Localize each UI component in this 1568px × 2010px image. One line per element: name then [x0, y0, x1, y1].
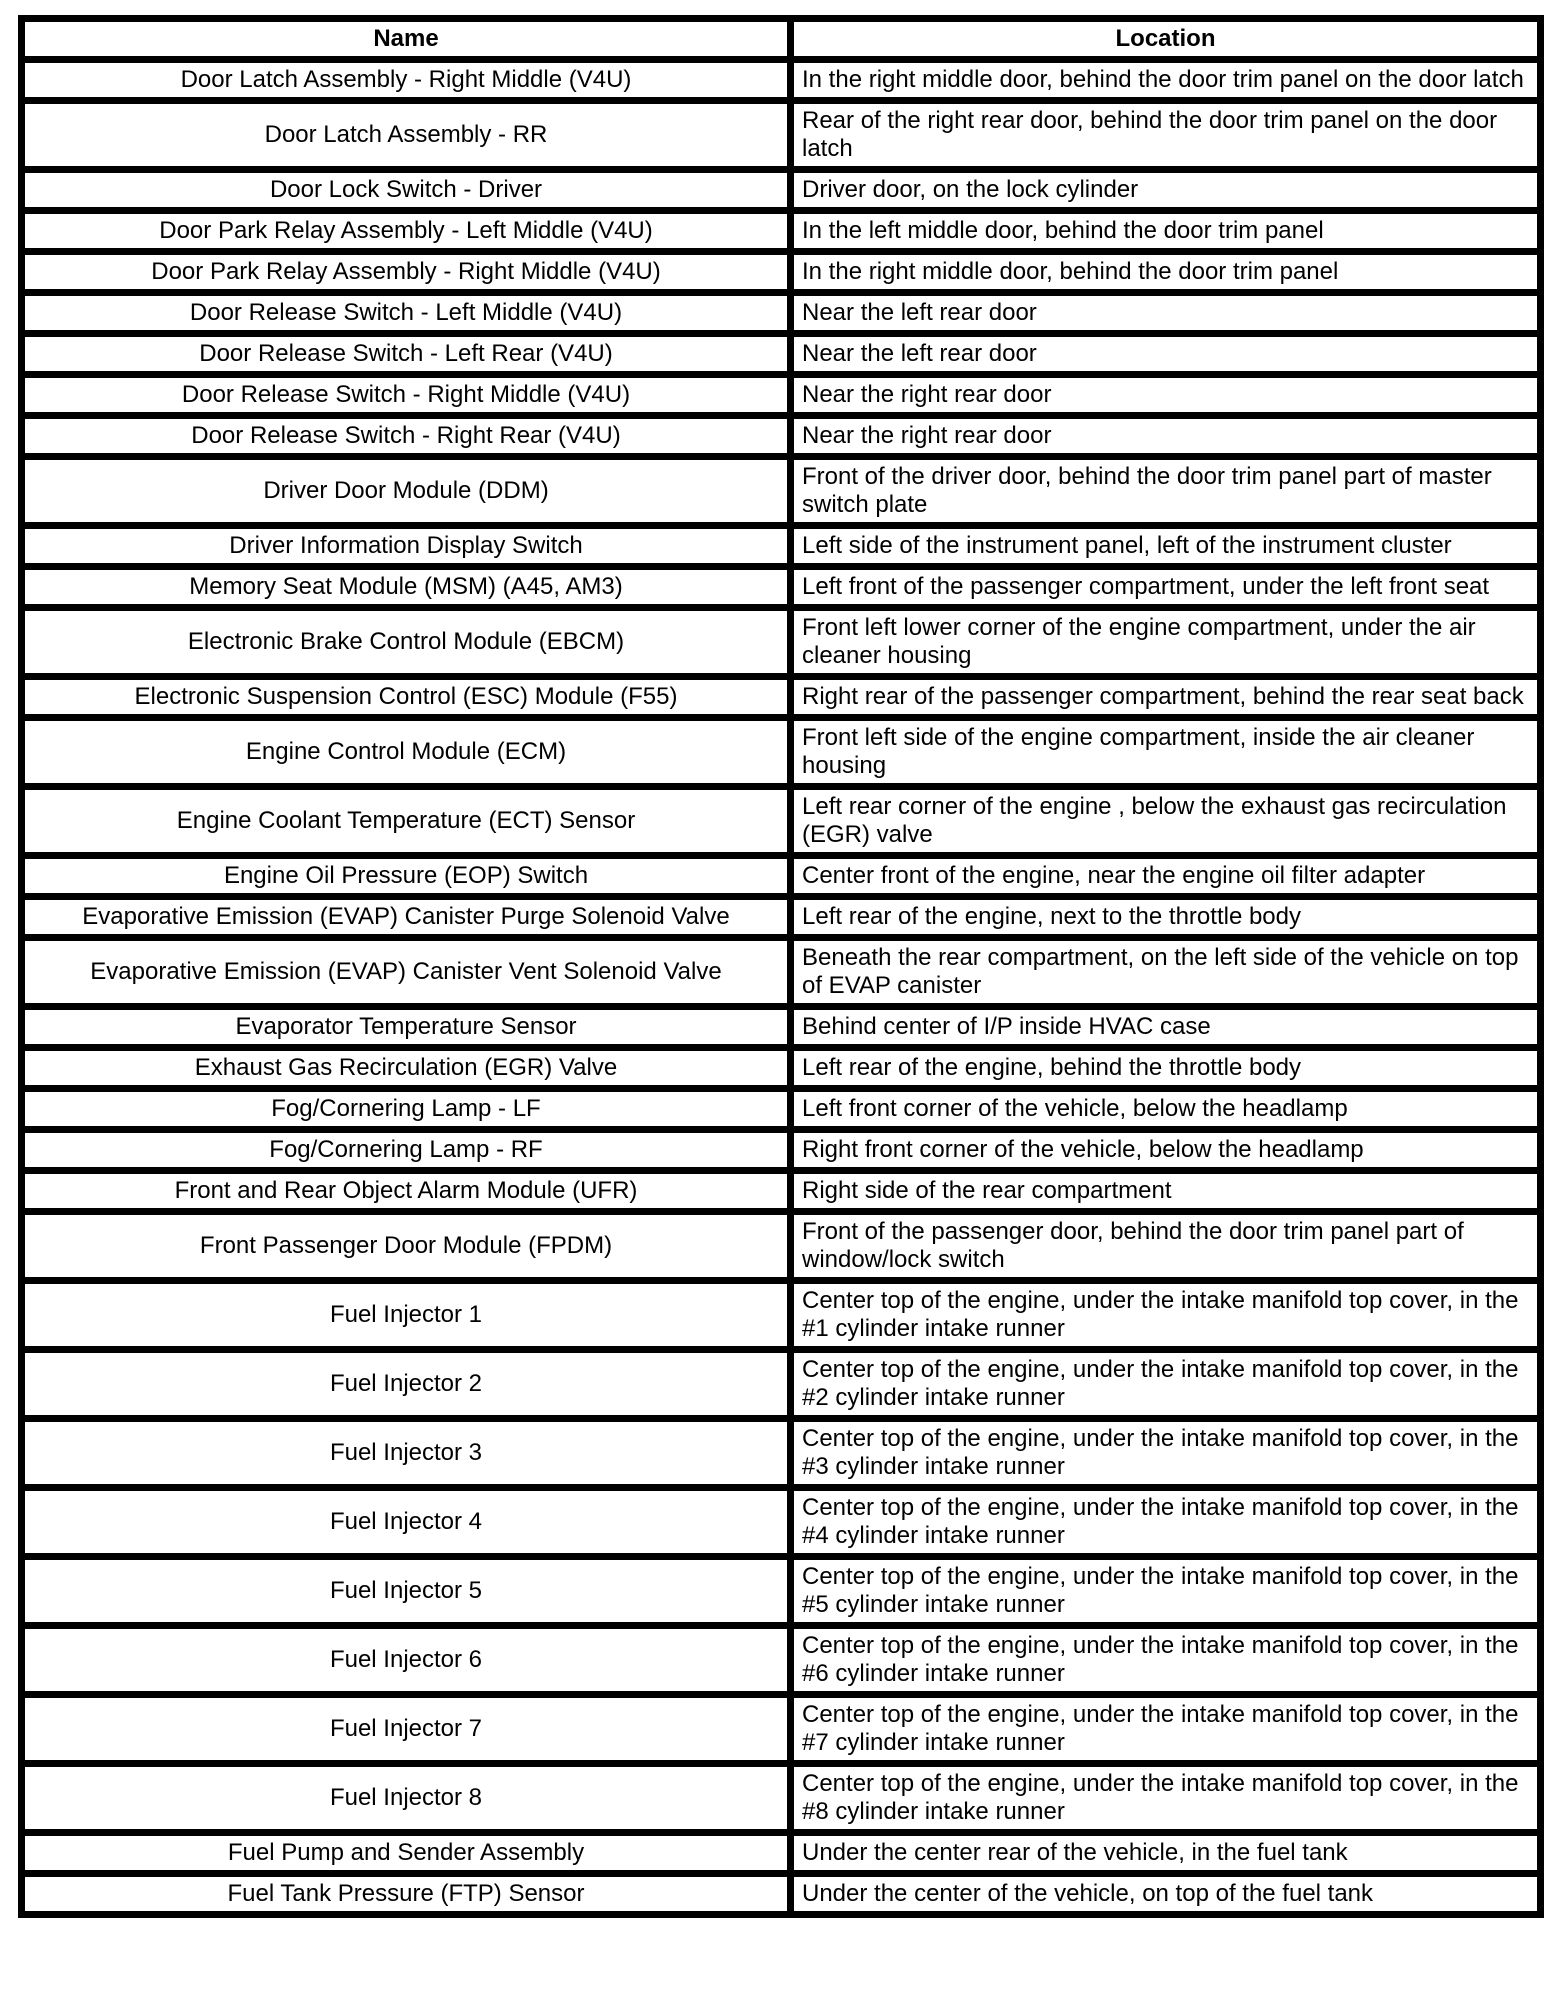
component-location-cell: Center top of the engine, under the intake manifold top cover, in the #8 cylinder intake runner — [791, 1764, 1541, 1833]
table-row — [22, 457, 1541, 526]
table-row — [22, 1419, 1541, 1488]
component-location-cell: Right rear of the passenger compartment, behind the rear seat back — [791, 677, 1541, 718]
component-name-cell: Exhaust Gas Recirculation (EGR) Valve — [22, 1048, 791, 1089]
component-name-cell: Door Park Relay Assembly - Right Middle (V4U) — [22, 252, 791, 293]
component-name-cell: Fuel Injector 7 — [22, 1695, 791, 1764]
component-name-cell: Door Latch Assembly - RR — [22, 101, 791, 170]
component-location-cell: Right front corner of the vehicle, below the headlamp — [791, 1130, 1541, 1171]
component-name-cell: Door Release Switch - Right Middle (V4U) — [22, 375, 791, 416]
component-location-cell: Center top of the engine, under the intake manifold top cover, in the #4 cylinder intake runner — [791, 1488, 1541, 1557]
component-name-cell: Door Park Relay Assembly - Left Middle (V4U) — [22, 211, 791, 252]
table-row — [22, 1089, 1541, 1130]
component-location-cell: Center top of the engine, under the intake manifold top cover, in the #6 cylinder intake runner — [791, 1626, 1541, 1695]
component-location-cell: Center front of the engine, near the engine oil filter adapter — [791, 856, 1541, 897]
component-name-cell: Door Latch Assembly - Right Middle (V4U) — [22, 60, 791, 101]
component-name-cell: Fuel Injector 5 — [22, 1557, 791, 1626]
component-name-cell: Evaporative Emission (EVAP) Canister Vent Solenoid Valve — [22, 938, 791, 1007]
table-row — [22, 375, 1541, 416]
component-name-cell: Engine Control Module (ECM) — [22, 718, 791, 787]
table-body — [22, 60, 1541, 1915]
table-row — [22, 1281, 1541, 1350]
table-row — [22, 1557, 1541, 1626]
component-name-cell: Engine Oil Pressure (EOP) Switch — [22, 856, 791, 897]
component-location-cell: Front of the passenger door, behind the door trim panel part of window/lock switch — [791, 1212, 1541, 1281]
component-name-cell: Fuel Injector 8 — [22, 1764, 791, 1833]
table-row — [22, 252, 1541, 293]
component-location-cell: Behind center of I/P inside HVAC case — [791, 1007, 1541, 1048]
component-location-cell: Front of the driver door, behind the door trim panel part of master switch plate — [791, 457, 1541, 526]
component-location-cell: Beneath the rear compartment, on the left side of the vehicle on top of EVAP canister — [791, 938, 1541, 1007]
table-row — [22, 856, 1541, 897]
component-location-cell: Driver door, on the lock cylinder — [791, 170, 1541, 211]
component-name-cell: Front and Rear Object Alarm Module (UFR) — [22, 1171, 791, 1212]
component-location-cell: Left rear corner of the engine , below the exhaust gas recirculation (EGR) valve — [791, 787, 1541, 856]
header-row — [22, 19, 1541, 60]
component-name-cell: Engine Coolant Temperature (ECT) Sensor — [22, 787, 791, 856]
table-row — [22, 526, 1541, 567]
component-location-cell: In the right middle door, behind the door trim panel — [791, 252, 1541, 293]
component-location-cell: Front left side of the engine compartment, inside the air cleaner housing — [791, 718, 1541, 787]
table-row — [22, 1764, 1541, 1833]
component-location-cell: Near the right rear door — [791, 375, 1541, 416]
table-row — [22, 170, 1541, 211]
component-location-cell: Left side of the instrument panel, left of the instrument cluster — [791, 526, 1541, 567]
component-location-cell: Center top of the engine, under the intake manifold top cover, in the #7 cylinder intake runner — [791, 1695, 1541, 1764]
column-header-location: Location — [791, 19, 1541, 60]
component-location-cell: Rear of the right rear door, behind the door trim panel on the door latch — [791, 101, 1541, 170]
component-name-cell: Fuel Injector 1 — [22, 1281, 791, 1350]
component-location-table-container — [18, 15, 1544, 1918]
table-row — [22, 293, 1541, 334]
table-row — [22, 1130, 1541, 1171]
component-name-cell: Fuel Injector 3 — [22, 1419, 791, 1488]
component-name-cell: Fog/Cornering Lamp - RF — [22, 1130, 791, 1171]
component-location-cell: In the right middle door, behind the door trim panel on the door latch — [791, 60, 1541, 101]
table-row — [22, 897, 1541, 938]
component-name-cell: Evaporator Temperature Sensor — [22, 1007, 791, 1048]
component-location-cell: Center top of the engine, under the intake manifold top cover, in the #5 cylinder intake runner — [791, 1557, 1541, 1626]
component-name-cell: Fuel Injector 2 — [22, 1350, 791, 1419]
table-row — [22, 1007, 1541, 1048]
table-row — [22, 1874, 1541, 1915]
table-row — [22, 1171, 1541, 1212]
component-name-cell: Fuel Tank Pressure (FTP) Sensor — [22, 1874, 791, 1915]
table-row — [22, 938, 1541, 1007]
component-location-cell: Near the right rear door — [791, 416, 1541, 457]
table-row — [22, 567, 1541, 608]
table-row — [22, 1212, 1541, 1281]
component-name-cell: Fuel Injector 6 — [22, 1626, 791, 1695]
component-name-cell: Electronic Suspension Control (ESC) Module (F55) — [22, 677, 791, 718]
component-name-cell: Driver Door Module (DDM) — [22, 457, 791, 526]
component-location-cell: Under the center rear of the vehicle, in the fuel tank — [791, 1833, 1541, 1874]
component-location-table — [18, 15, 1544, 1918]
table-row — [22, 787, 1541, 856]
component-name-cell: Door Lock Switch - Driver — [22, 170, 791, 211]
component-location-cell: Left front corner of the vehicle, below the headlamp — [791, 1089, 1541, 1130]
component-location-cell: Center top of the engine, under the intake manifold top cover, in the #3 cylinder intake runner — [791, 1419, 1541, 1488]
component-location-cell: In the left middle door, behind the door trim panel — [791, 211, 1541, 252]
component-name-cell: Evaporative Emission (EVAP) Canister Purge Solenoid Valve — [22, 897, 791, 938]
table-row — [22, 1048, 1541, 1089]
table-row — [22, 1626, 1541, 1695]
component-location-cell: Right side of the rear compartment — [791, 1171, 1541, 1212]
table-row — [22, 211, 1541, 252]
component-name-cell: Fog/Cornering Lamp - LF — [22, 1089, 791, 1130]
component-name-cell: Door Release Switch - Left Rear (V4U) — [22, 334, 791, 375]
component-location-cell: Left rear of the engine, behind the throttle body — [791, 1048, 1541, 1089]
component-location-cell: Center top of the engine, under the intake manifold top cover, in the #1 cylinder intake runner — [791, 1281, 1541, 1350]
component-name-cell: Fuel Injector 4 — [22, 1488, 791, 1557]
component-name-cell: Door Release Switch - Left Middle (V4U) — [22, 293, 791, 334]
table-row — [22, 416, 1541, 457]
table-row — [22, 1350, 1541, 1419]
table-row — [22, 1833, 1541, 1874]
component-name-cell: Front Passenger Door Module (FPDM) — [22, 1212, 791, 1281]
table-row — [22, 718, 1541, 787]
component-location-cell: Left front of the passenger compartment, under the left front seat — [791, 567, 1541, 608]
table-row — [22, 334, 1541, 375]
component-location-cell: Near the left rear door — [791, 334, 1541, 375]
component-location-cell: Front left lower corner of the engine compartment, under the air cleaner housing — [791, 608, 1541, 677]
component-location-cell: Center top of the engine, under the intake manifold top cover, in the #2 cylinder intake runner — [791, 1350, 1541, 1419]
component-name-cell: Fuel Pump and Sender Assembly — [22, 1833, 791, 1874]
table-row — [22, 60, 1541, 101]
table-header — [22, 19, 1541, 60]
column-header-name: Name — [22, 19, 791, 60]
component-location-cell: Under the center of the vehicle, on top of the fuel tank — [791, 1874, 1541, 1915]
component-name-cell: Door Release Switch - Right Rear (V4U) — [22, 416, 791, 457]
table-row — [22, 677, 1541, 718]
component-name-cell: Driver Information Display Switch — [22, 526, 791, 567]
component-name-cell: Electronic Brake Control Module (EBCM) — [22, 608, 791, 677]
component-location-cell: Near the left rear door — [791, 293, 1541, 334]
table-row — [22, 1695, 1541, 1764]
table-row — [22, 608, 1541, 677]
component-name-cell: Memory Seat Module (MSM) (A45, AM3) — [22, 567, 791, 608]
table-row — [22, 101, 1541, 170]
component-location-cell: Left rear of the engine, next to the throttle body — [791, 897, 1541, 938]
table-row — [22, 1488, 1541, 1557]
